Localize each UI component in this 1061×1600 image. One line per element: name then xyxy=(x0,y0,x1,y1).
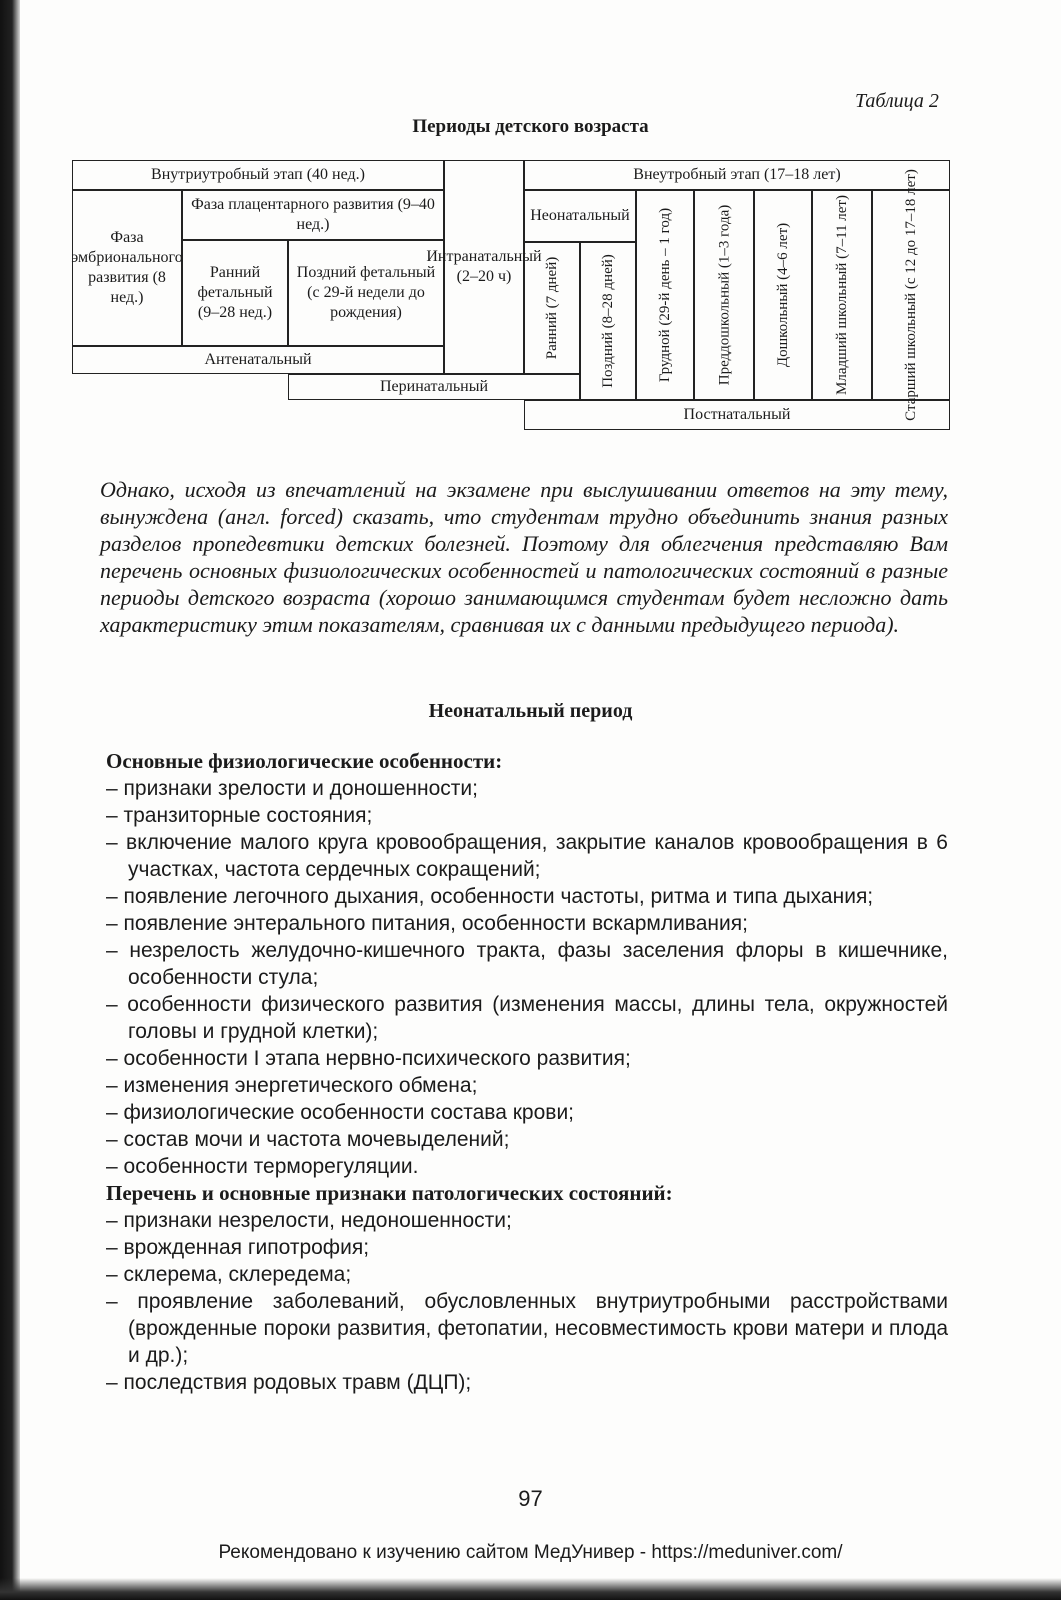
cell-perinatal: Перинатальный xyxy=(288,374,580,400)
cell-intranatal: Интранатальный (2–20 ч) xyxy=(444,160,524,374)
cell-embryo-phase: Фаза эмбрионального развития (8 нед.) xyxy=(72,190,182,346)
cell-postnatal: Постнатальный xyxy=(524,400,950,430)
preschool-label: Дошкольный (4–6 лет) xyxy=(775,222,792,368)
late-neonatal-label: Поздний (8–28 дней) xyxy=(600,254,617,388)
cell-antenatal: Антенатальный xyxy=(72,346,444,374)
table-caption: Таблица 2 xyxy=(855,90,939,112)
pathology-heading: Перечень и основные признаки патологических состояний: xyxy=(106,1181,673,1205)
preschool-early-label: Преддошкольный (1–3 года) xyxy=(716,204,732,386)
age-periods-table xyxy=(72,160,950,460)
list-item: – особенности физического развития (изменения массы, длины тела, окружностей головы и грудной клетки); xyxy=(106,993,948,1043)
physiology-heading: Основные физиологические особенности: xyxy=(106,749,503,773)
list-item: – транзиторные состояния; xyxy=(106,804,373,827)
scan-edge-left xyxy=(0,0,20,1600)
cell-early-fetal: Ранний фетальный (9–28 нед.) xyxy=(182,240,288,346)
cell-preschool-early xyxy=(694,190,754,400)
list-item: – изменения энергетического обмена; xyxy=(106,1074,478,1097)
cell-infant xyxy=(636,190,694,400)
table-title: Периоды детского возраста xyxy=(412,116,649,137)
cell-junior-school xyxy=(812,190,872,400)
cell-early-neonatal xyxy=(524,242,580,374)
list-item: – особенности терморегуляции. xyxy=(106,1155,419,1178)
intro-paragraph: Однако, исходя из впечатлений на экзамене при выслушивании ответов на эту тему, вынуждена (англ. forced) сказать, что студентам трудно объединить знания разных разделов пропедевтики детских болезней. Поэтому для облегчения представляю Вам перечень основных физиологических особенностей и патологических состояний в разные периоды детского возраста (хорошо занимающимся студентам будет несложно дать характеристику этим показателям, сравнивая их с данными предыдущего периода). xyxy=(100,477,948,637)
junior-school-label: Младший школьный (7–11 лет) xyxy=(834,195,850,395)
cell-senior-school xyxy=(872,169,950,421)
list-item: – незрелость желудочно-кишечного тракта, фазы заселения флоры в кишечнике, особенности стула; xyxy=(106,939,948,989)
cell-intrauterine-stage: Внутриутробный этап (40 нед.) xyxy=(72,160,444,190)
list-item: – особенности I этапа нервно-психического развития; xyxy=(106,1047,631,1070)
cell-neonatal: Неонатальный xyxy=(524,190,636,242)
footer-recommendation: Рекомендовано к изучению сайтом МедУнивер - https://meduniver.com/ xyxy=(218,1542,843,1563)
list-item: – физиологические особенности состава крови; xyxy=(106,1101,575,1124)
cell-placental-phase: Фаза плацентарного развития (9–40 нед.) xyxy=(182,190,444,240)
content-lists xyxy=(106,748,948,1396)
list-item: – признаки зрелости и доношенности; xyxy=(106,777,478,800)
list-item: – последствия родовых травм (ДЦП); xyxy=(106,1371,472,1394)
list-item: – включение малого круга кровообращения, закрытие каналов кровообращения в 6 участках, частота сердечных сокращений; xyxy=(106,831,948,881)
senior-school-label: Старший школьный (с 12 до 17–18 лет) xyxy=(903,169,919,421)
list-item: – проявление заболеваний, обусловленных внутриутробными расстройствами (врожденные пороки развития, фетопатии, несовместимость крови матери и плода и др.); xyxy=(106,1290,948,1367)
scan-edge-bottom xyxy=(0,1578,1061,1600)
section-title: Неонатальный период xyxy=(428,700,633,722)
early-neonatal-label: Ранний (7 дней) xyxy=(544,256,561,360)
cell-preschool xyxy=(754,190,812,400)
list-item: – склерема, склередема; xyxy=(106,1263,352,1286)
list-item: – появление легочного дыхания, особенности частоты, ритма и типа дыхания; xyxy=(106,885,874,908)
list-item: – появление энтерального питания, особенности вскармливания; xyxy=(106,912,748,935)
list-item: – признаки незрелости, недоношенности; xyxy=(106,1209,512,1232)
cell-late-fetal: Поздний фетальный (с 29-й недели до рождения) xyxy=(288,240,444,346)
list-item: – состав мочи и частота мочевыделений; xyxy=(106,1128,510,1151)
list-item: – врожденная гипотрофия; xyxy=(106,1236,370,1259)
infant-label: Грудной (29-й день – 1 год) xyxy=(657,207,674,383)
cell-extrauterine-stage: Внеутробный этап (17–18 лет) xyxy=(524,160,950,190)
cell-late-neonatal xyxy=(580,242,636,400)
page-number: 97 xyxy=(518,1486,543,1511)
